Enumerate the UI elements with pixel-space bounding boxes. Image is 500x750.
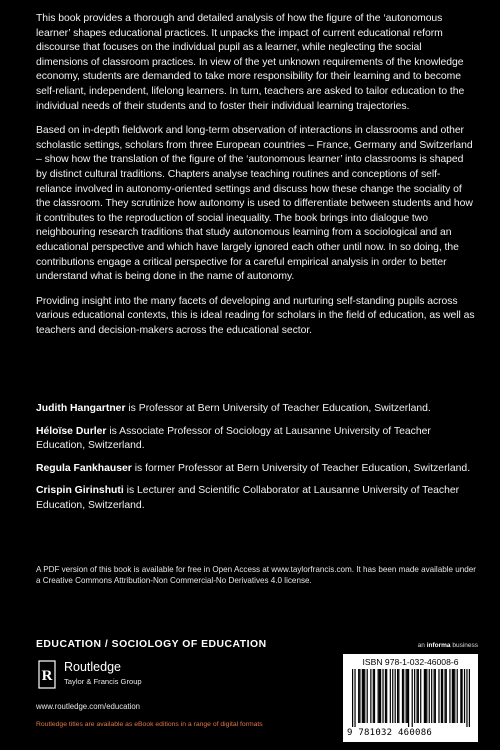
informa-prefix: an xyxy=(417,642,427,649)
barcode-bar xyxy=(420,669,421,723)
barcode-bar xyxy=(466,669,467,727)
barcode-bar xyxy=(367,669,368,723)
barcode-bar xyxy=(408,669,409,727)
barcode-bar xyxy=(359,669,360,723)
informa-business-tag xyxy=(418,642,478,649)
barcode-bar xyxy=(454,669,455,723)
blurb-paragraph-3: Providing insight into the many facets of developing and nurturing self-standing pupils across various educational contexts, this is ideal reading for scholars in the field of education, as well as teachers and decision-makers across the educational sector. xyxy=(36,295,475,336)
blurb-paragraph-2: Based on in-depth fieldwork and long-term observation of interactions in classrooms and other scholastic settings, scholars from three European countries – France, Germany and Switzerland – show how the translation of the figure of the ‘autonomous learner’ into classrooms is shaped by distinct cultural traditions. Chapters analyse teaching routines and conceptions of self-reliance involved in autonomy-oriented settings and discuss how these change the sociality of the classroom. They scrutinize how autonomy is used to differentiate between students and how it contributes to the reproduction of social inequality. The book brings into dialogue two neighbouring research traditions that study autonomous learning from a sociological and an educational perspective and which have largely ignored each other until now. In so doing, the contributions engage a critical perspective for a careful empirical analysis in order to better understand what is being done in the name of autonomy. xyxy=(36,125,473,283)
barcode-bars-icon xyxy=(352,669,470,727)
author-bio-text: is Lecturer and Scientific Collaborator at Lausanne University of Teacher Education, Switzerland. xyxy=(36,485,460,511)
isbn-label: ISBN 978-1-032-46008-6 xyxy=(362,657,459,667)
author-bios xyxy=(36,402,476,522)
barcode-bar xyxy=(469,669,470,727)
blurb-paragraph-1: This book provides a thorough and detailed analysis of how the figure of the ‘autonomous learner’ shapes educational practices. It unpacks the impact of current educational reform discourse that focuses on the individual pupil as a learner, while neglecting the social dimensions of classroom practices. In view of the yet unknown requirements of the knowledge economy, students are demanded to take more responsibility for their learning and to become self-reliant, independent, lifelong learners. In turn, teachers are asked to tailor education to the individual needs of their students and to foster their individual learning trajectories. xyxy=(36,13,465,112)
barcode-bar xyxy=(453,669,454,723)
barcode-bar xyxy=(370,669,371,723)
routledge-logo-icon xyxy=(36,660,58,700)
barcode-bar xyxy=(412,669,413,727)
author-bio-text: is former Professor at Bern University of Teacher Education, Switzerland. xyxy=(131,462,471,474)
barcode-bar xyxy=(403,669,404,723)
barcode-bar xyxy=(461,669,462,723)
publisher-name: Routledge xyxy=(64,660,121,674)
barcode-bar xyxy=(425,669,426,723)
barcode-bar xyxy=(398,669,399,723)
author-name: Judith Hangartner xyxy=(36,403,126,414)
barcode-bar xyxy=(418,669,419,723)
barcode-bar xyxy=(395,669,396,723)
author-name: Regula Fankhauser xyxy=(36,462,132,474)
author-bio-text: is Professor at Bern University of Teacher Education, Switzerland. xyxy=(125,403,431,414)
author-bio xyxy=(36,462,476,477)
barcode-bar xyxy=(378,669,379,723)
author-name: Héloïse Durler xyxy=(36,425,107,437)
barcode-bar xyxy=(358,669,359,723)
author-name: Crispin Girinshuti xyxy=(36,485,124,497)
publisher-url: www.routledge.com/education xyxy=(36,702,141,711)
ebook-availability-note: Routledge titles are available as eBook editions in a range of digital formats xyxy=(36,721,263,728)
barcode-bar xyxy=(385,669,386,723)
barcode-bar xyxy=(424,669,425,723)
barcode-bar xyxy=(464,669,465,723)
barcode-bar xyxy=(434,669,435,723)
barcode-bar xyxy=(431,669,432,723)
barcode-bar xyxy=(435,669,436,723)
barcode-bar xyxy=(452,669,453,723)
barcode-bar xyxy=(442,669,443,723)
barcode-bar xyxy=(460,669,461,723)
barcode-bar xyxy=(414,669,415,723)
barcode-bar xyxy=(446,669,447,723)
blurb xyxy=(36,12,476,348)
isbn-barcode xyxy=(343,654,478,742)
logo-letter: R xyxy=(41,668,53,684)
barcode-bar xyxy=(397,669,398,723)
barcode-bar xyxy=(441,669,442,723)
barcode-bar xyxy=(457,669,458,723)
barcode-bar xyxy=(364,669,365,723)
barcode-bar xyxy=(426,669,427,723)
barcode-bar xyxy=(402,669,403,723)
author-bio-text: is Associate Professor of Sociology at Lausanne University of Teacher Education, Switzerland. xyxy=(36,425,431,452)
informa-brand: informa xyxy=(426,642,451,649)
barcode-bar xyxy=(374,669,375,723)
barcode-bar xyxy=(444,669,445,723)
subject-category: EDUCATION / SOCIOLOGY OF EDUCATION xyxy=(36,639,267,650)
barcode-bar xyxy=(407,669,408,723)
barcode-bar xyxy=(362,669,363,723)
barcode-digits: 9 781032 460086 xyxy=(347,728,433,738)
barcode-bar xyxy=(392,669,393,723)
barcode-bar xyxy=(390,669,391,723)
barcode-bar xyxy=(354,669,355,727)
barcode-bar xyxy=(373,669,374,723)
barcode-bar xyxy=(438,669,439,723)
open-access-note: A PDF version of this book is available for free in Open Access at www.taylorfrancis.com. It has been made available under a Creative Commons Attribution-Non Commercial-No Derivatives 4.0 license. xyxy=(36,565,476,586)
barcode-bar xyxy=(382,669,383,723)
barcode-bar xyxy=(352,669,353,727)
barcode-bar xyxy=(386,669,387,723)
barcode-bar xyxy=(449,669,450,723)
author-bio xyxy=(36,402,476,417)
barcode-bar xyxy=(379,669,380,723)
barcode-bar xyxy=(380,669,381,723)
author-bio xyxy=(36,484,476,513)
barcode-bar xyxy=(429,669,430,723)
barcode-bar xyxy=(363,669,364,723)
informa-suffix: business xyxy=(450,642,478,649)
barcode-bar xyxy=(406,669,407,723)
barcode-bar xyxy=(416,669,417,723)
author-bio xyxy=(36,425,476,454)
publisher-subtitle: Taylor & Francis Group xyxy=(64,677,142,686)
